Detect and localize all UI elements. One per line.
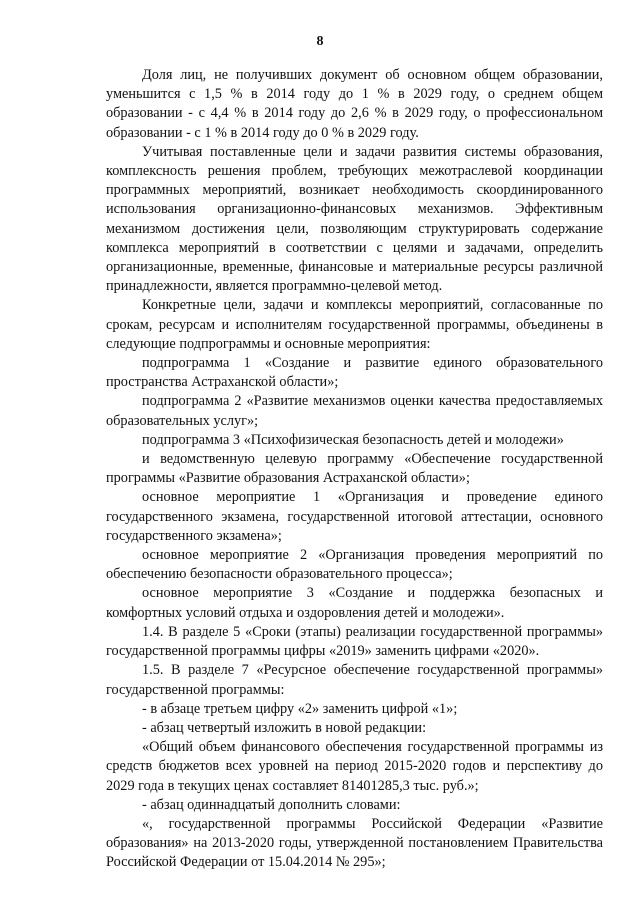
paragraph-section-7-amendment: 1.5. В разделе 7 «Ресурсное обеспечение государственной программы» государственной программы: [106,662,603,698]
paragraph-federal-program: «, государственной программы Российской Федерации «Развитие образования» на 2013-2020 годы, утвержденной постановлением Правительства Российской Федерации от 15.04.2014 № 295»; [106,815,603,871]
paragraph-main-activity-3: основное мероприятие 3 «Создание и поддержка безопасных и комфортных условий отдыха и оздоровления детей и молодежи». [106,585,603,621]
paragraph-total-funding: «Общий объем финансового обеспечения государственной программы из средств бюджетов всех уровней на период 2015-2020 годов и перспективу до 2029 года в текущих ценах составляет 81401285,3 тыс. руб.»; [106,739,603,794]
paragraph-main-activity-2: основное мероприятие 2 «Организация проведения мероприятий по обеспечению безопасности образовательного процесса»; [106,547,603,583]
paragraph-share-without-document: Доля лиц, не получивших документ об основном общем образовании, уменьшится с 1,5 % в 2014 году до 1 % в 2029 году, о среднем общем образовании - с 4,4 % в 2014 году до 2,6 % в 2029 году, о профессиональном образовании - с 1 % в 2014 году до 0 % в 2029 году. [106,67,603,141]
paragraph-departmental-program: и ведомственную целевую программу «Обеспечение государственной программы «Развитие образования Астраханской области»; [106,451,603,487]
paragraph-section-5-amendment: 1.4. В разделе 5 «Сроки (этапы) реализации государственной программы» государственной программы цифры «2019» заменить цифрами «2020». [106,623,603,660]
paragraph-subprogram-3: подпрограмма 3 «Психофизическая безопасность детей и молодежи» [142,431,564,448]
paragraph-subprograms-intro: Конкретные цели, задачи и комплексы мероприятий, согласованные по срокам, ресурсам и исполнителям государственной программы, объединены в следующие подпрограммы и основные мероприятия: [106,297,603,352]
document-body [106,66,603,873]
paragraph-third-abzats: - в абзаце третьем цифру «2» заменить цифрой «1»; [142,700,458,717]
paragraph-subprogram-2: подпрограмма 2 «Развитие механизмов оценки качества предоставляемых образовательных услуг»; [106,393,603,429]
paragraph-eleventh-abzats: - абзац одиннадцатый дополнить словами: [142,796,401,813]
paragraph-fourth-abzats: - абзац четвертый изложить в новой редакции: [142,719,427,736]
page-number: 8 [316,34,324,49]
paragraph-program-target-method: Учитывая поставленные цели и задачи развития системы образования, комплексность решения проблем, требующих межотраслевой координации программных мероприятий, возникает необходимость скоординированного использования организационно-финансовых механизмов. Эффективным механизмом достижения цели, позволяющим структурировать содержание комплекса мероприятий в соответствии с целями и задачами, определить организационные, временные, финансовые и материальные ресурсы различной принадлежности, является программно-целевой метод. [106,143,603,295]
paragraph-main-activity-1: основное мероприятие 1 «Организация и проведение единого государственного экзамена, государственной итоговой аттестации, основного государственного экзамена»; [106,489,603,544]
paragraph-subprogram-1: подпрограмма 1 «Создание и развитие единого образовательного пространства Астраханской области»; [106,355,603,391]
